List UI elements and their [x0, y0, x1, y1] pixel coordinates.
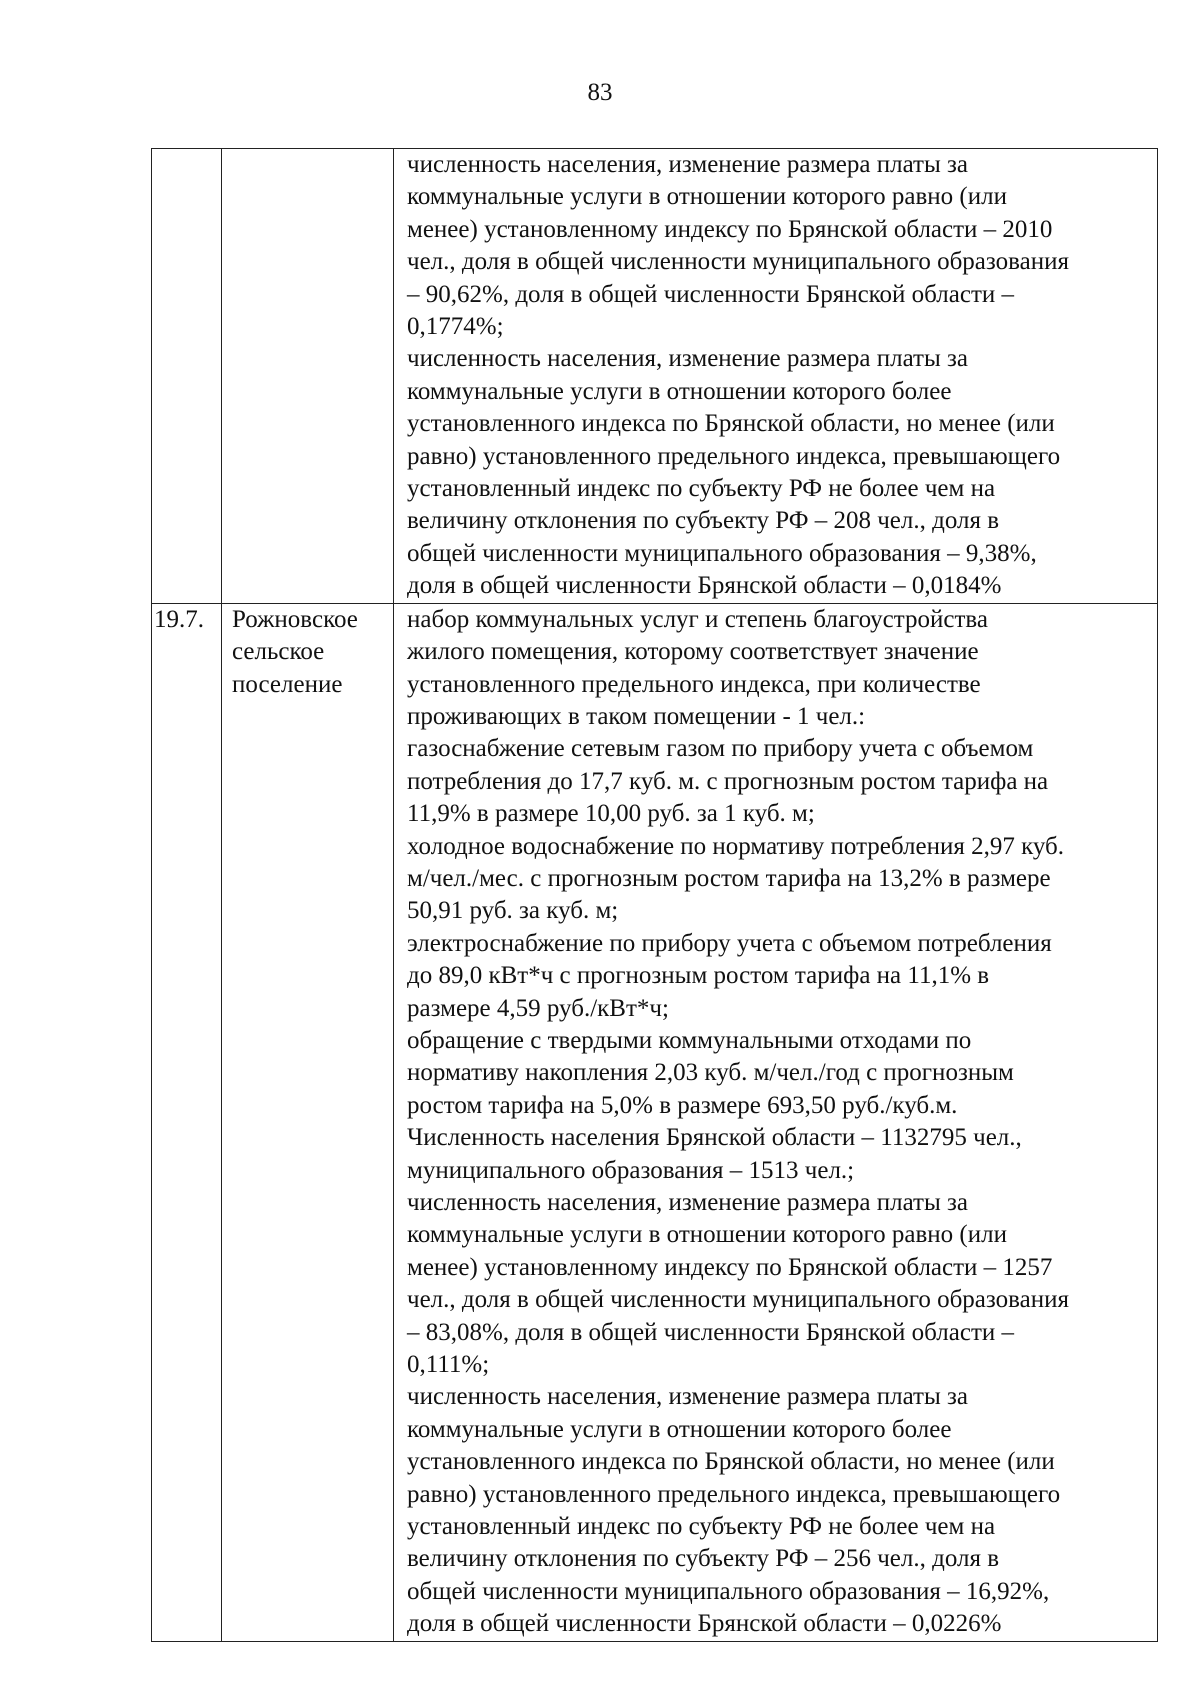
- municipality-name-line: сельское: [232, 638, 325, 666]
- description-line: установленного предельного индекса, при количестве: [407, 670, 981, 698]
- page-number: 83: [587, 79, 613, 106]
- description-line: газоснабжение сетевым газом по прибору учета с объемом: [407, 735, 1034, 763]
- description-line: общей численности муниципального образования – 16,92%,: [407, 1577, 1050, 1605]
- description-line: коммунальные услуги в отношении которого более: [407, 1415, 952, 1443]
- description-line: равно) установленного предельного индекса, превышающего: [407, 1480, 1061, 1508]
- table-body: [152, 149, 1158, 1642]
- row-number-cell: [152, 603, 222, 1641]
- description-line: численность населения, изменение размера платы за: [407, 151, 968, 178]
- description-line: доля в общей численности Брянской области – 0,0226%: [407, 1610, 1002, 1638]
- description-line: коммунальные услуги в отношении которого равно (или: [407, 183, 1007, 211]
- description-line: численность населения, изменение размера платы за: [407, 1383, 968, 1411]
- description-line: ростом тарифа на 5,0% в размере 693,50 руб./куб.м.: [407, 1091, 958, 1119]
- description-line: до 89,0 кВт*ч с прогнозным ростом тарифа на 11,1% в: [407, 962, 990, 990]
- municipality-name-line: поселение: [232, 670, 343, 698]
- description-line: численность населения, изменение размера платы за: [407, 1189, 968, 1216]
- municipality-cell: [222, 149, 394, 604]
- description-line: коммунальные услуги в отношении которого более: [407, 377, 952, 405]
- table-row: [152, 149, 1158, 604]
- row-number: 19.7.: [154, 605, 204, 633]
- description-line: величину отклонения по субъекту РФ – 208 чел., доля в: [407, 507, 1000, 535]
- description-line: менее) установленному индексу по Брянской области – 2010: [407, 215, 1053, 243]
- municipality-cell: [222, 603, 394, 1641]
- description-line: 11,9% в размере 10,00 руб. за 1 куб. м;: [407, 800, 815, 828]
- description-line: набор коммунальных услуг и степень благоустройства: [407, 605, 988, 633]
- description-line: Численность населения Брянской области – 1132795 чел.,: [407, 1124, 1022, 1152]
- description-line: чел., доля в общей численности муниципального образования: [407, 248, 1069, 276]
- description-line: холодное водоснабжение по нормативу потребления 2,97 куб.: [407, 832, 1065, 860]
- description-line: установленный индекс по субъекту РФ не более чем на: [407, 1513, 996, 1541]
- description-line: потребления до 17,7 куб. м. с прогнозным ростом тарифа на: [407, 767, 1049, 795]
- description-line: – 83,08%, доля в общей численности Брянской области –: [407, 1318, 1014, 1346]
- description-line: м/чел./мес. с прогнозным ростом тарифа на 13,2% в размере: [407, 864, 1051, 892]
- description-line: установленного индекса по Брянской области, но менее (или: [407, 1448, 1055, 1476]
- description-line: жилого помещения, которому соответствует значение: [407, 638, 979, 666]
- description-line: величину отклонения по субъекту РФ – 256 чел., доля в: [407, 1545, 1000, 1573]
- description-line: нормативу накопления 2,03 куб. м/чел./год с прогнозным: [407, 1059, 1014, 1087]
- data-table: [151, 148, 1158, 1642]
- description-line: установленного индекса по Брянской области, но менее (или: [407, 410, 1055, 438]
- description-line: установленный индекс по субъекту РФ не более чем на: [407, 475, 996, 503]
- description-line: численность населения, изменение размера платы за: [407, 345, 968, 373]
- description-line: – 90,62%, доля в общей численности Брянской области –: [407, 280, 1014, 308]
- description-line: размере 4,59 руб./кВт*ч;: [407, 994, 669, 1022]
- description-line: чел., доля в общей численности муниципального образования: [407, 1286, 1069, 1314]
- description-cell: [394, 149, 1158, 604]
- description-line: электроснабжение по прибору учета с объемом потребления: [407, 929, 1052, 957]
- description-line: 0,111%;: [407, 1351, 490, 1379]
- row-number-cell: [152, 149, 222, 604]
- description-line: менее) установленному индексу по Брянской области – 1257: [407, 1253, 1053, 1281]
- description-line: доля в общей численности Брянской области – 0,0184%: [407, 572, 1002, 600]
- description-line: 50,91 руб. за куб. м;: [407, 897, 619, 925]
- description-line: проживающих в таком помещении - 1 чел.:: [407, 702, 866, 730]
- description-line: равно) установленного предельного индекса, превышающего: [407, 442, 1061, 470]
- description-line: коммунальные услуги в отношении которого равно (или: [407, 1221, 1007, 1249]
- description-cell: [394, 603, 1158, 1641]
- description-line: обращение с твердыми коммунальными отходами по: [407, 1026, 972, 1054]
- description-line: общей численности муниципального образования – 9,38%,: [407, 539, 1037, 567]
- description-line: муниципального образования – 1513 чел.;: [407, 1156, 855, 1184]
- table-row: [152, 603, 1158, 1641]
- municipality-name-line: Рожновское: [232, 605, 358, 633]
- description-line: 0,1774%;: [407, 313, 504, 341]
